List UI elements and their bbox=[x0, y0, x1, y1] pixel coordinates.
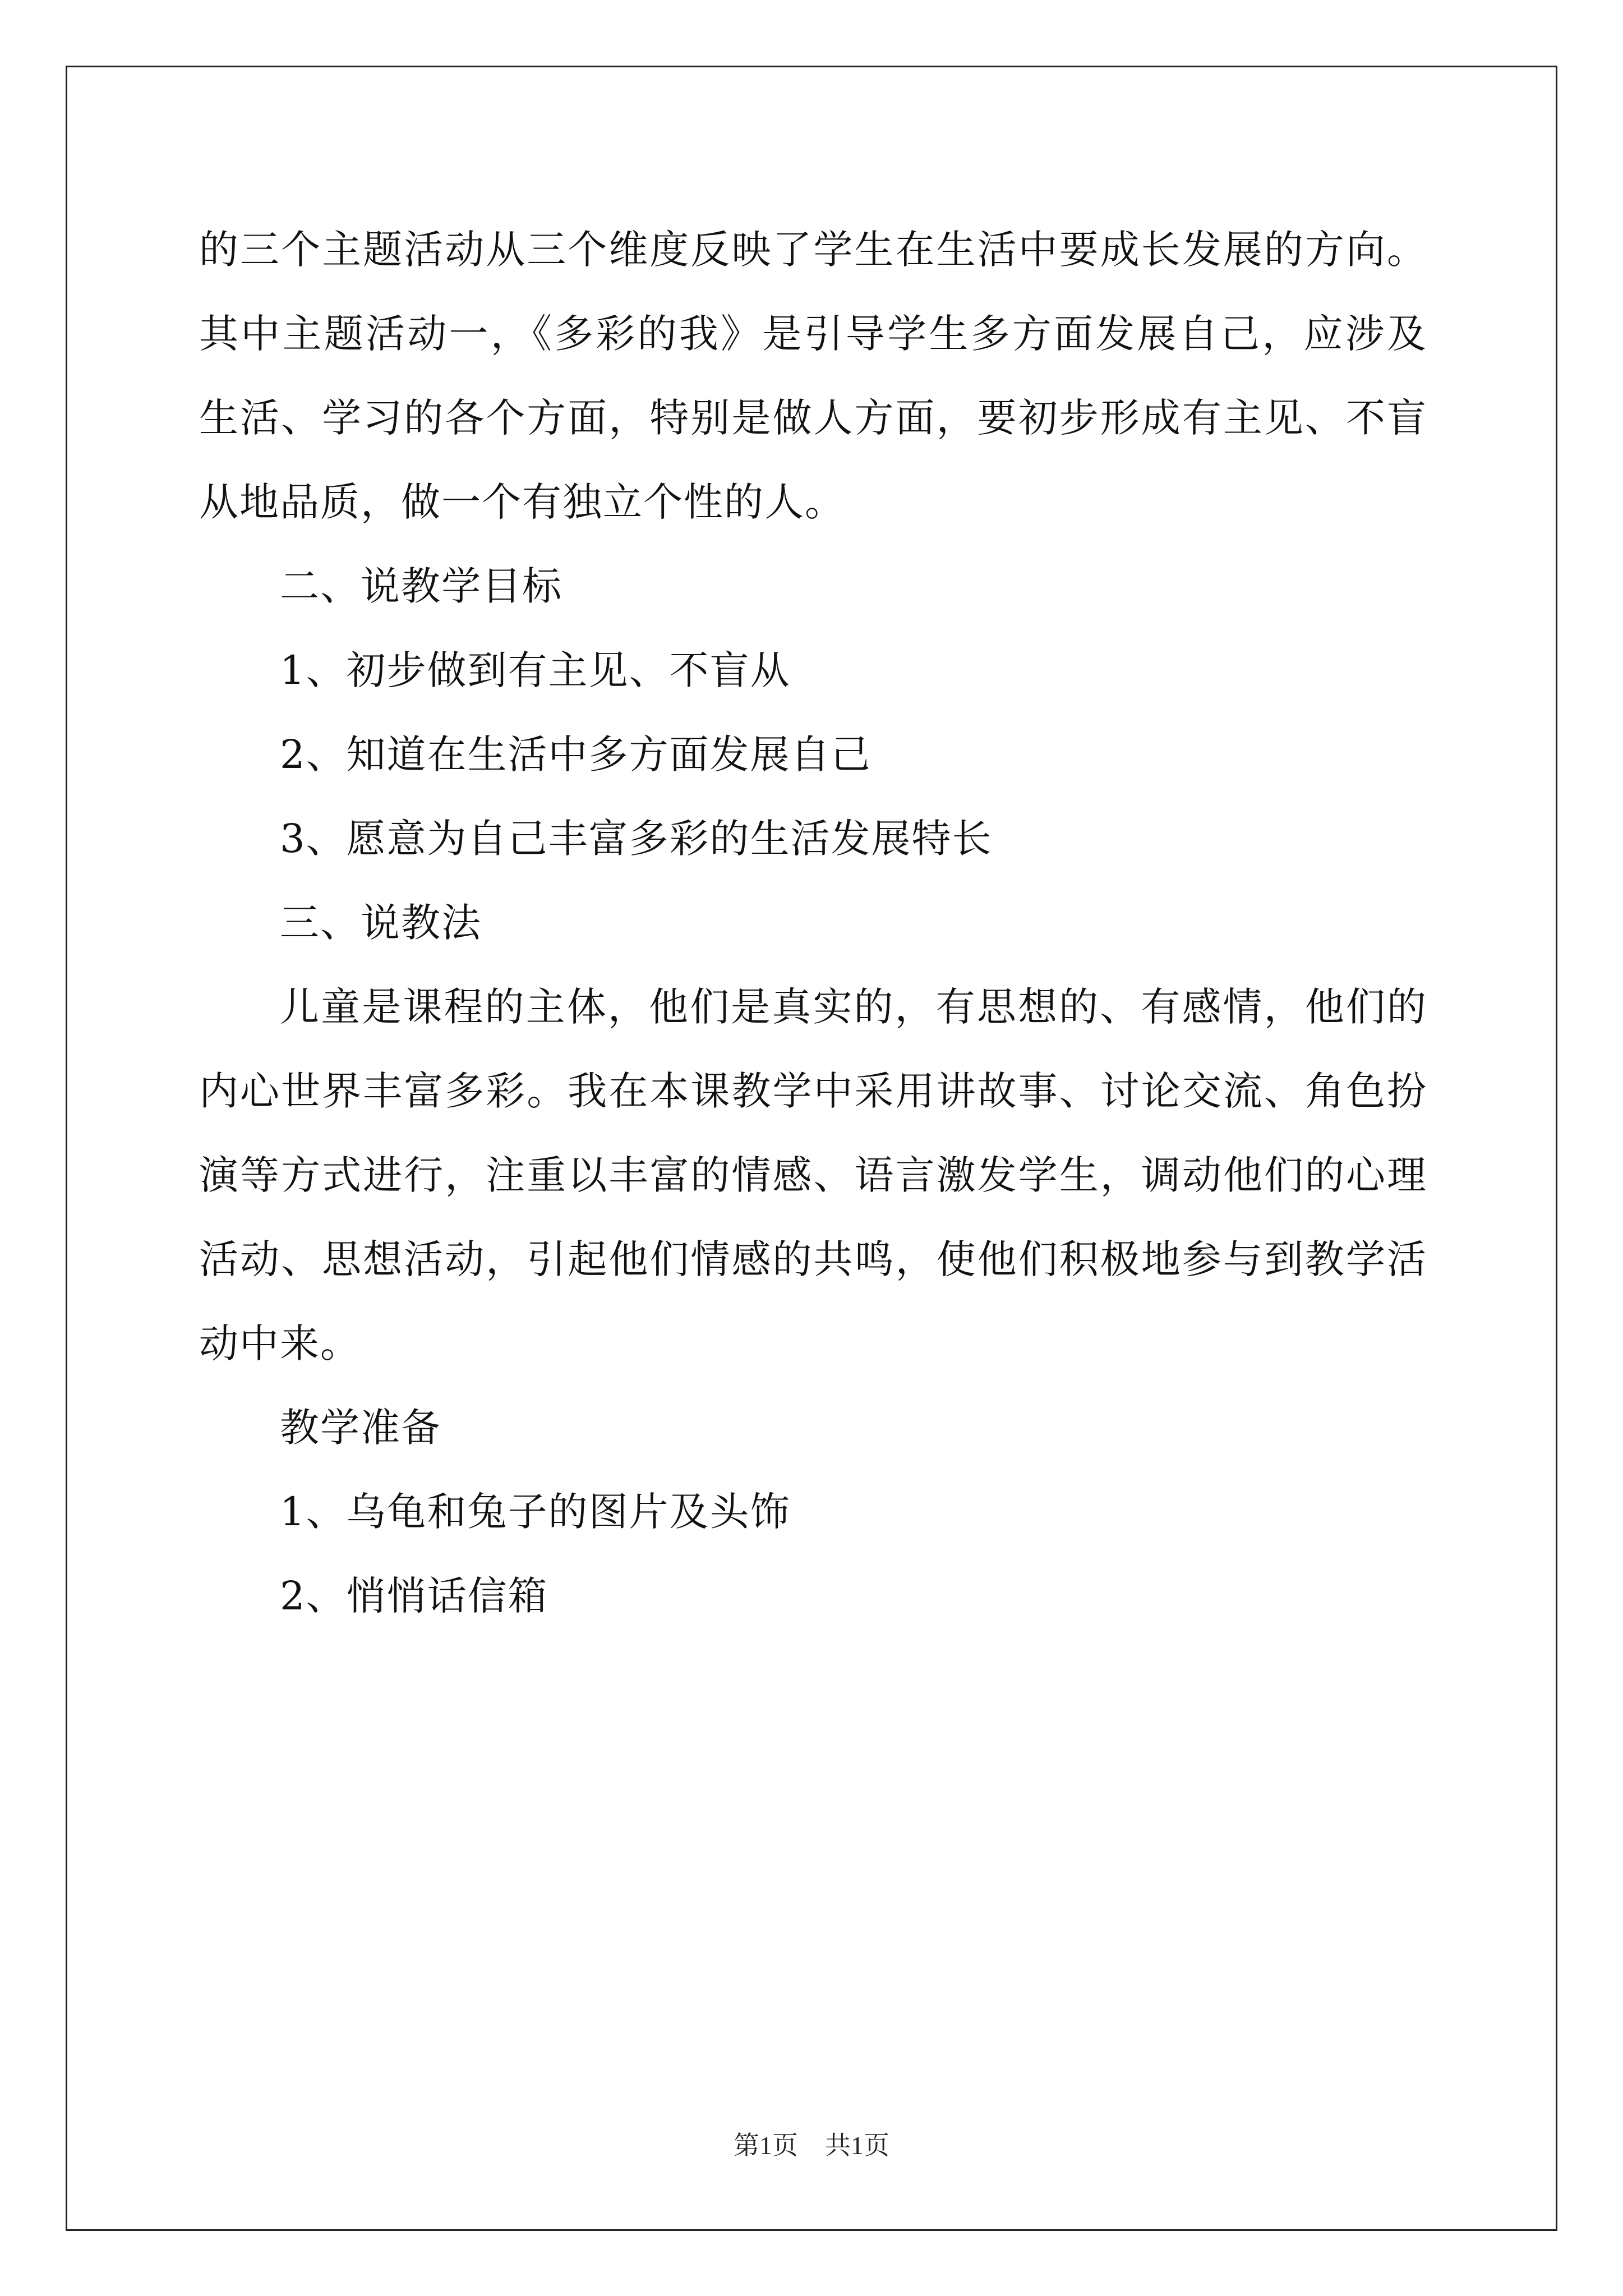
heading-teaching-method: 三、说教法 bbox=[280, 900, 482, 946]
preparation-item-1: 1、乌龟和兔子的图片及头饰 bbox=[280, 1489, 791, 1535]
heading-teaching-goals: 二、说教学目标 bbox=[280, 563, 562, 609]
preparation-item-2: 2、悄悄话信箱 bbox=[280, 1573, 548, 1619]
page-footer bbox=[0, 2125, 1623, 2162]
goal-item-2: 2、知道在生活中多方面发展自己 bbox=[280, 731, 872, 777]
document-body bbox=[199, 208, 1427, 1638]
page-number: 第1页 bbox=[734, 2131, 798, 2160]
paragraph-teaching-method: 儿童是课程的主体，他们是真实的，有思想的、有感情，他们的内心世界丰富多彩。我在本课教学中采用讲故事、讨论交流、角色扮演等方式进行，注重以丰富的情感、语言激发学生，调动他们的心理活动、思想活动，引起他们情感的共鸣，使他们积极地参与到教学活动中来。 bbox=[199, 984, 1427, 1366]
paragraph-intro: 的三个主题活动从三个维度反映了学生在生活中要成长发展的方向。其中主题活动一，《多彩的我》是引导学生多方面发展自己，应涉及生活、学习的各个方面，特别是做人方面，要初步形成有主见、不盲从地品质，做一个有独立个性的人。 bbox=[199, 227, 1427, 525]
heading-preparation: 教学准备 bbox=[280, 1405, 441, 1451]
goal-item-3: 3、愿意为自己丰富多彩的生活发展特长 bbox=[280, 816, 993, 862]
goal-item-1: 1、初步做到有主见、不盲从 bbox=[280, 647, 791, 693]
page-total: 共1页 bbox=[825, 2131, 889, 2160]
